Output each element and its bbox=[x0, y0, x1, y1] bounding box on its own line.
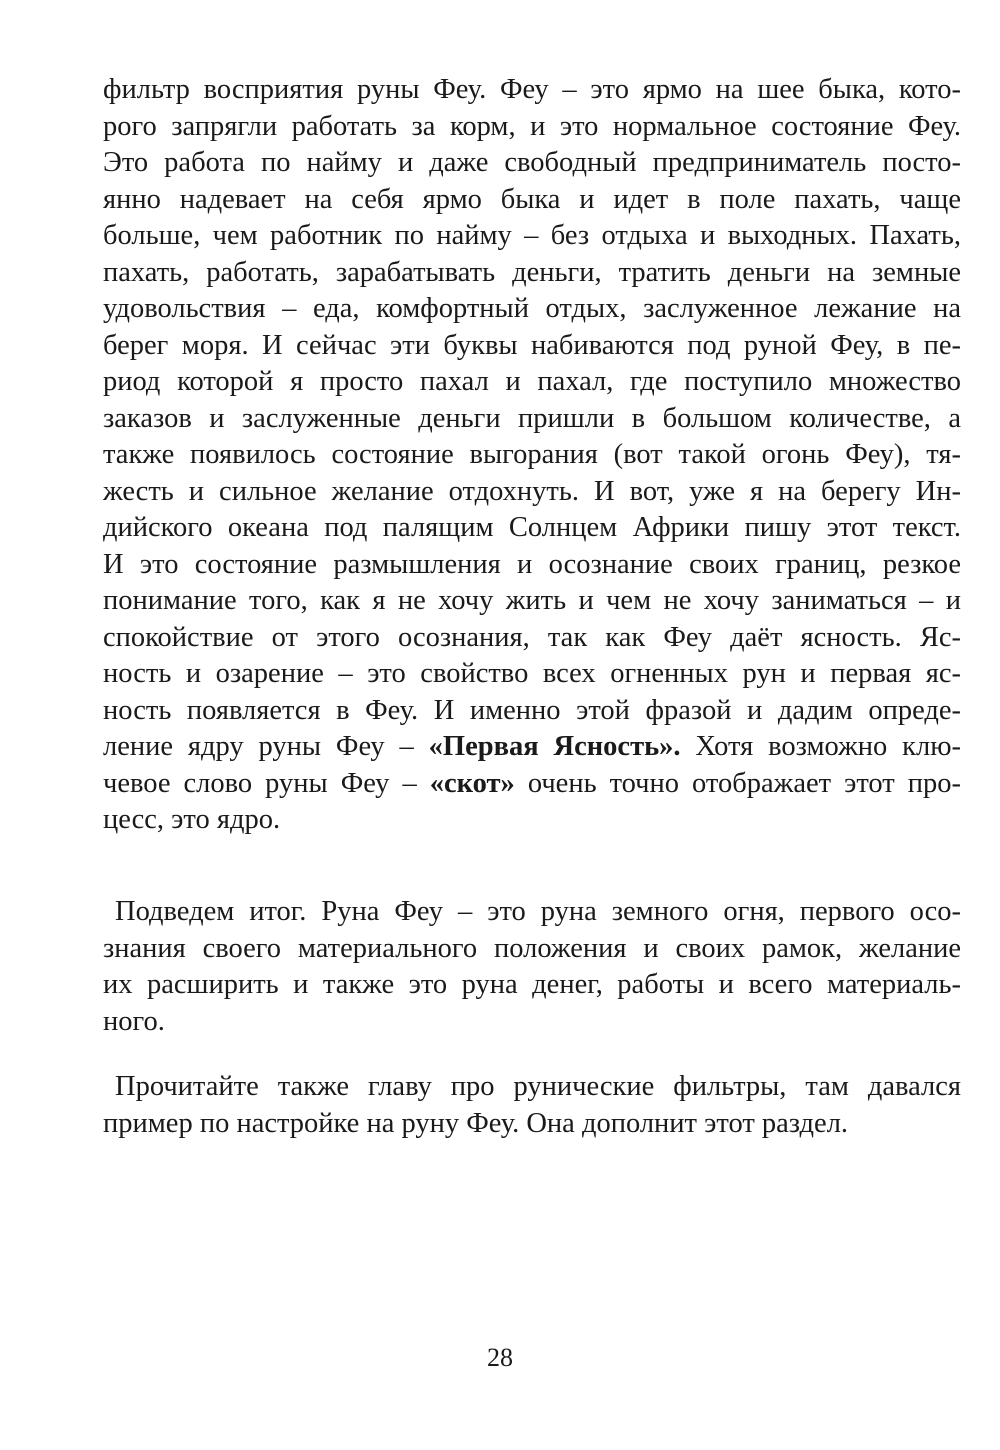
text-line: дийского океана под палящим Солнцем Африки пишу этот текст. bbox=[103, 512, 961, 543]
key-phrase-first-clarity: «Первая Ясность». bbox=[428, 731, 681, 762]
text-line: знания своего материального положения и своих рамок, желание bbox=[103, 932, 961, 964]
page-number: 28 bbox=[487, 1343, 513, 1372]
text-line bbox=[103, 766, 961, 803]
text-line: пример по настройке на руну Феу. Она дополнит этот раздел. bbox=[103, 1107, 849, 1139]
paragraph-reference bbox=[103, 1069, 961, 1142]
text-line: Прочитайте также главу про рунические фильтры, там давался bbox=[115, 1071, 961, 1102]
text-line: ность появляется в Феу. И именно этой фразой и дадим опреде- bbox=[103, 694, 961, 726]
text-line: заказов и заслуженные деньги пришли в большом количестве, а bbox=[103, 402, 961, 434]
text-segment: Хотя возможно клю- bbox=[680, 731, 961, 762]
text-line bbox=[103, 729, 961, 766]
text-line: Подведем итог. Руна Феу – это руна земного огня, первого осо- bbox=[115, 896, 961, 927]
text-segment: ление ядру руны Феу – bbox=[103, 731, 429, 762]
text-line: рого запрягли работать за корм, и это нормальное состояние Феу. bbox=[103, 110, 961, 142]
text-line: цесс, это ядро. bbox=[103, 804, 281, 835]
keyword-cattle: «скот» bbox=[429, 767, 515, 799]
text-line: берег моря. И сейчас эти буквы набиваются под руной Феу, в пе- bbox=[103, 329, 961, 361]
text-line: понимание того, как я не хочу жить и чем не хочу заниматься – и bbox=[103, 585, 961, 616]
text-segment: чевое слово руны Феу – bbox=[103, 767, 430, 799]
text-line: И это состояние размышления и осознание своих границ, резкое bbox=[103, 548, 961, 580]
text-line: пахать, работать, зарабатывать деньги, тратить деньги на земные bbox=[103, 256, 961, 288]
paragraph-rune-feu-description bbox=[103, 72, 961, 839]
text-line: ного. bbox=[103, 1005, 165, 1037]
text-line: больше, чем работник по найму – без отдыха и выходных. Пахать, bbox=[103, 220, 961, 251]
text-line: янно надевает на себя ярмо быка и идет в поле пахать, чаще bbox=[103, 183, 961, 215]
text-segment: очень точно отображает этот про- bbox=[514, 767, 962, 799]
text-line: спокойствие от этого осознания, так как Феу даёт ясность. Яс- bbox=[103, 621, 961, 653]
text-line: также появилось состояние выгорания (вот такой огонь Феу), тя- bbox=[103, 439, 961, 470]
text-line: риод которой я просто пахал и пахал, где поступило множество bbox=[103, 366, 961, 397]
text-line: фильтр восприятия руны Феу. Феу – это ярмо на шее быка, кото- bbox=[103, 74, 961, 105]
paragraph-summary bbox=[103, 894, 961, 1040]
text-line: их расширить и также это руна денег, работы и всего материаль- bbox=[103, 969, 961, 1000]
text-line: жесть и сильное желание отдохнуть. И вот, уже я на берегу Ин- bbox=[103, 475, 961, 507]
text-line: ность и озарение – это свойство всех огненных рун и первая яс- bbox=[103, 658, 961, 689]
text-line: удовольствия – еда, комфортный отдых, заслуженное лежание на bbox=[103, 293, 961, 324]
text-line: Это работа по найму и даже свободный предприниматель посто- bbox=[103, 147, 961, 178]
